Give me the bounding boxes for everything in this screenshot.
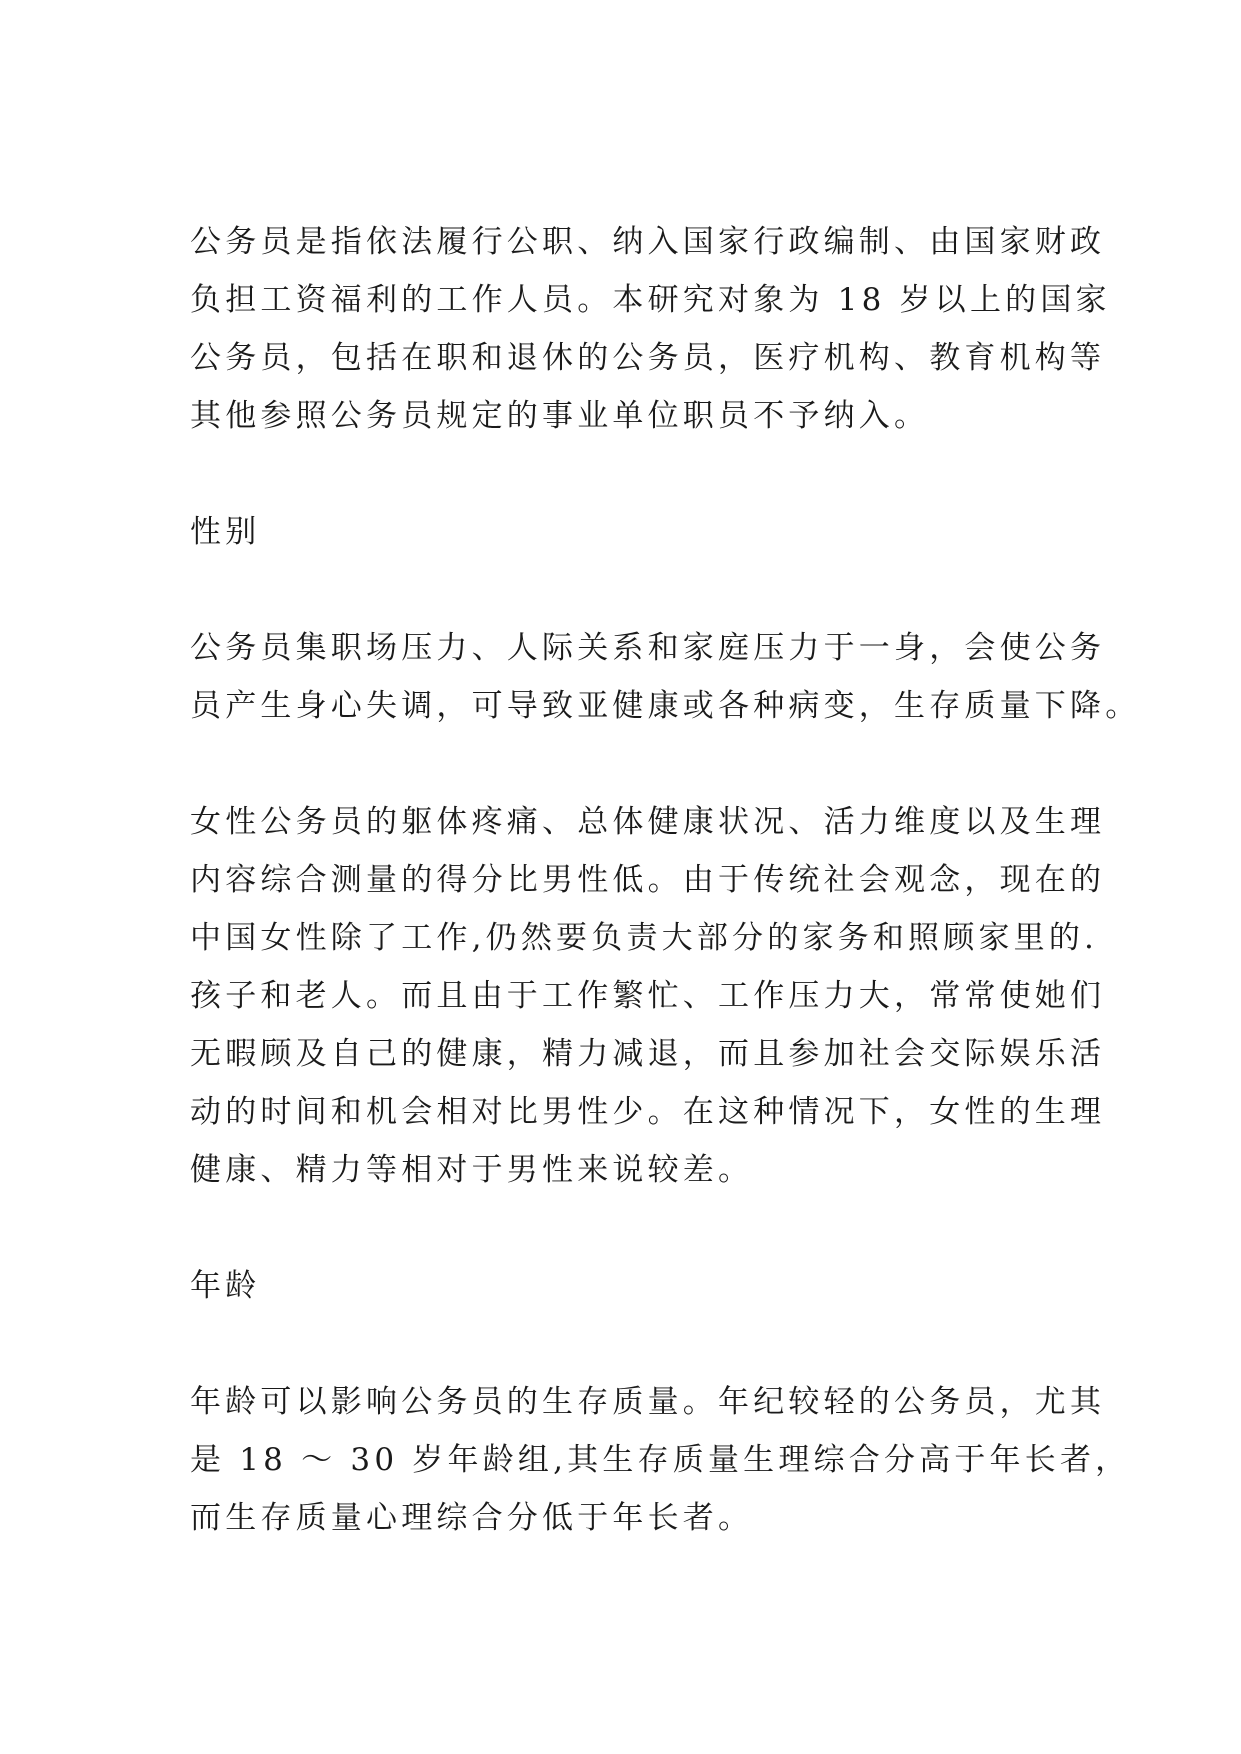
text-line: 内容综合测量的得分比男性低。由于传统社会观念，现在的 xyxy=(190,862,1106,898)
text-line: 负担工资福利的工作人员。本研究对象为 18 岁以上的国家 xyxy=(190,282,1111,318)
text-line: 而生存质量心理综合分低于年长者。 xyxy=(190,1500,754,1536)
section-heading-gender: 性别 xyxy=(190,514,261,550)
text-line: 公务员是指依法履行公职、纳入国家行政编制、由国家财政 xyxy=(190,224,1106,260)
text-line: 女性公务员的躯体疼痛、总体健康状况、活力维度以及生理 xyxy=(190,804,1106,840)
text-line: 无暇顾及自己的健康，精力减退，而且参加社会交际娱乐活 xyxy=(190,1036,1106,1072)
text-line: 其他参照公务员规定的事业单位职员不予纳入。 xyxy=(190,398,930,434)
text-line: 公务员集职场压力、人际关系和家庭压力于一身，会使公务 xyxy=(190,630,1106,666)
text-line: 中国女性除了工作,仍然要负责大部分的家务和照顾家里的. xyxy=(190,920,1099,956)
text-line: 孩子和老人。而且由于工作繁忙、工作压力大，常常使她们 xyxy=(190,978,1106,1014)
text-line: 动的时间和机会相对比男性少。在这种情况下，女性的生理 xyxy=(190,1094,1106,1130)
text-line: 是 18 ～ 30 岁年龄组,其生存质量生理综合分高于年长者， xyxy=(190,1442,1131,1478)
section-heading-age: 年龄 xyxy=(190,1268,261,1304)
text-line: 员产生身心失调，可导致亚健康或各种病变，生存质量下降。 xyxy=(190,688,1141,724)
text-line: 健康、精力等相对于男性来说较差。 xyxy=(190,1152,754,1188)
text-line: 年龄可以影响公务员的生存质量。年纪较轻的公务员，尤其 xyxy=(190,1384,1106,1420)
text-line: 公务员，包括在职和退休的公务员，医疗机构、教育机构等 xyxy=(190,340,1106,376)
